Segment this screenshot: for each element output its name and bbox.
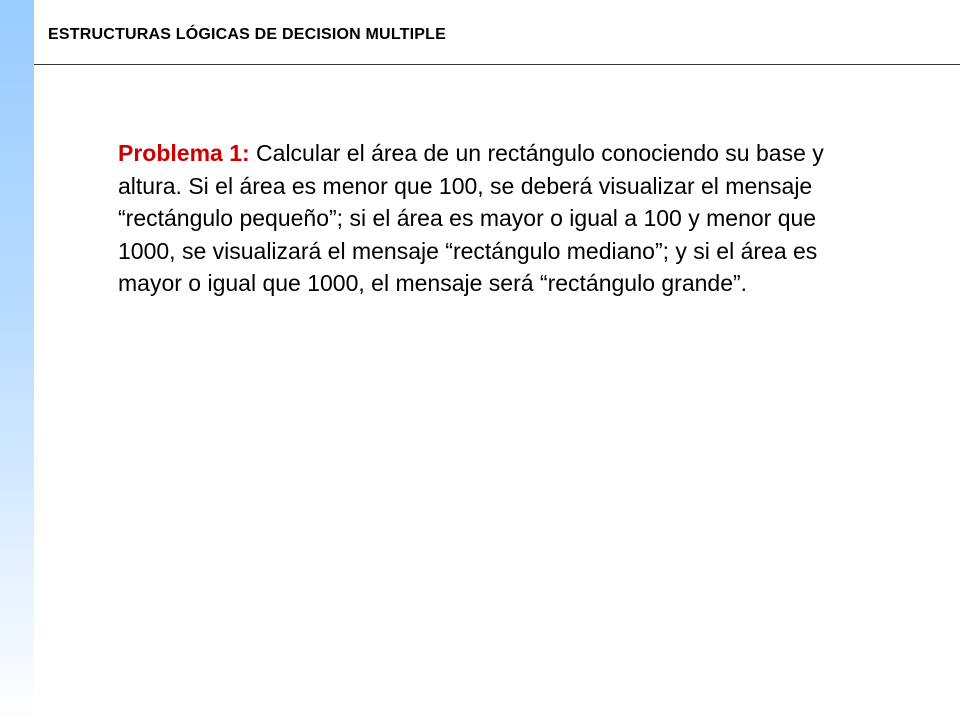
problem-label: Problema 1:: [118, 140, 250, 166]
slide-title: ESTRUCTURAS LÓGICAS DE DECISION MULTIPLE: [48, 26, 446, 43]
problem-body: Calcular el área de un rectángulo conociendo su base y altura. Si el área es menor que 100, se deberá visualizar el mensaje “rectángulo pequeño”; si el área es mayor o igual a 100 y menor que 1000, se visualizará el mensaje “rectángulo mediano”; y si el área es mayor o igual que 1000, el mensaje será “rectángulo grande”.: [118, 140, 824, 296]
title-divider: [34, 64, 960, 65]
decorative-side-bar: [0, 0, 34, 720]
problem-statement: [118, 137, 858, 300]
